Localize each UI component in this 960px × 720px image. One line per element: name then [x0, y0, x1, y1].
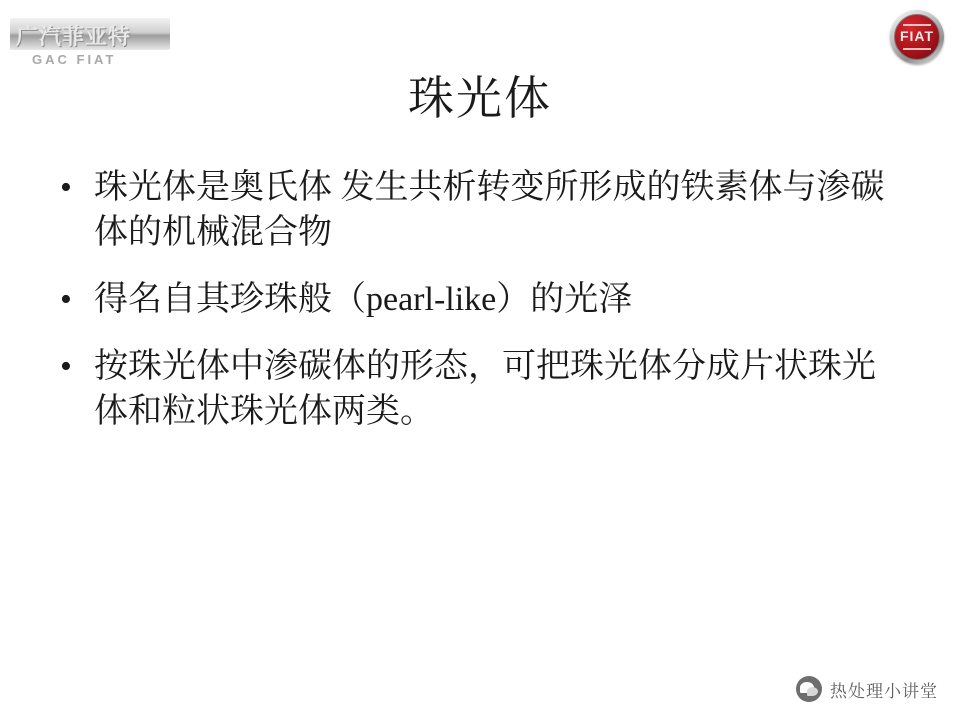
- page-title: 珠光体: [408, 73, 552, 124]
- fiat-badge-bottom-bar: [903, 48, 931, 50]
- bullet-list: [48, 166, 908, 456]
- wechat-watermark: [796, 676, 938, 702]
- list-item: [48, 278, 908, 323]
- fiat-badge-top-bar: [903, 24, 931, 26]
- wechat-icon: [796, 676, 822, 702]
- fiat-badge-icon: [890, 10, 944, 64]
- bullet-glyph: •: [60, 347, 72, 385]
- gac-logo-english-text: GAC FIAT: [32, 52, 117, 67]
- list-item-text: 珠光体是奥氏体 发生共析转变所形成的铁素体与渗碳体的机械混合物: [94, 169, 885, 251]
- list-item: [48, 345, 908, 435]
- list-item-text: 得名自其珍珠般（pearl-like）的光泽: [94, 280, 633, 318]
- bullet-glyph: •: [60, 169, 72, 206]
- bullet-glyph: •: [60, 280, 72, 318]
- fiat-badge-label: FIAT: [899, 28, 935, 44]
- list-item: [48, 166, 908, 256]
- wechat-watermark-label: 热处理小讲堂: [830, 681, 938, 701]
- list-item-text: 按珠光体中渗碳体的形态，可把珠光体分成片状珠光体和粒状珠光体两类。: [94, 347, 876, 430]
- gac-logo-chinese-text: 广汽菲亚特: [16, 24, 132, 49]
